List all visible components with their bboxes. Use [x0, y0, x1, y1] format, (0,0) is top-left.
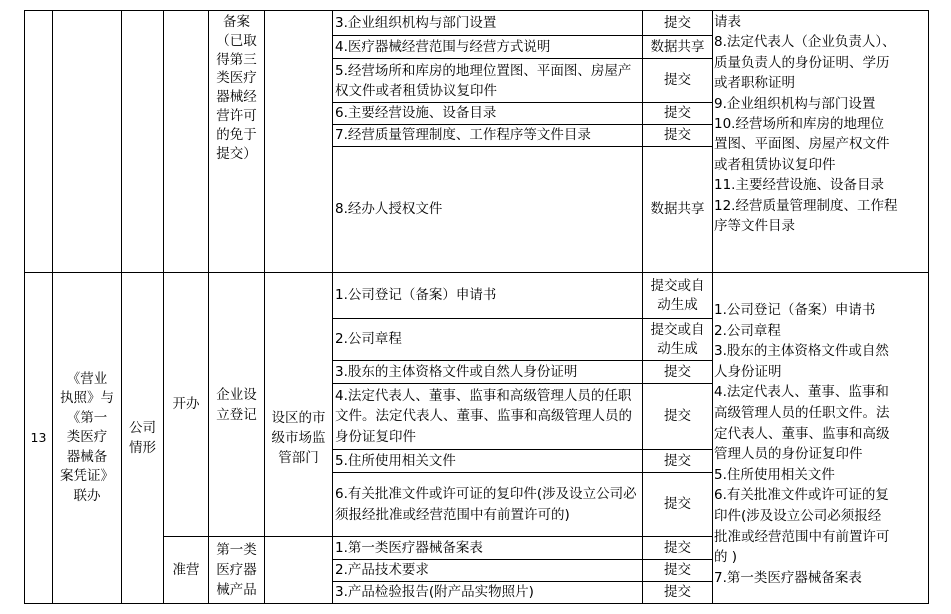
rule: [928, 10, 929, 604]
method-cell: 数据共享: [650, 201, 705, 218]
method-cell: 提交: [664, 105, 691, 122]
method-cell: 数据共享: [650, 38, 705, 55]
authority-cell: 设区的市 级市场监 管部门: [271, 410, 326, 466]
material-cell: 2.产品技术要求: [335, 562, 429, 579]
row-number: 13: [30, 429, 47, 445]
method-cell: 提交: [664, 562, 691, 579]
material-cell: 2.公司章程: [335, 331, 402, 348]
material-cell: 1.公司登记（备案）申请书: [335, 287, 497, 304]
material-cell: 8.经办人授权文件: [335, 201, 443, 218]
method-cell: 提交: [664, 408, 691, 425]
method-cell: 提交: [664, 363, 691, 380]
sub-item-open-cell: 企业设 立登记: [216, 386, 257, 423]
summary-cell: 1.公司登记（备案）申请书 2.公司章程 3.股东的主体资格文件或自然 人身份证明 4.法定代表人、董事、监事和 高级管理人员的任职文件。法 定代表人、董事、监事和高级 管理人员的身份证复印件 5.住所使用相关文件 6.有关批准文件或许可证的复 印件(涉及设立公司必须报经 批准或经营范围中有前置许可 的 ) 7.第一类医疗器械备案表: [714, 302, 890, 586]
material-cell: 3.企业组织机构与部门设置: [335, 14, 497, 31]
summary-cell: 请表 8.法定代表人（企业负责人）、 质量负责人的身份证明、学历 或者职称证明 9.企业组织机构与部门设置 10.经营场所和库房的地理位 置图、平面图、房屋产权文件 或者租赁协议复印件 11.主要经营设施、设备目录 12.经营质量管理制度、工作程 序等文件目录: [714, 14, 898, 235]
method-cell: 提交: [664, 127, 691, 144]
method-cell: 提交: [664, 496, 691, 513]
method-cell: 提交: [664, 452, 691, 469]
material-cell: 4.医疗器械经营范围与经营方式说明: [335, 38, 551, 55]
material-cell: 5.经营场所和库房的地理位置图、平面图、房屋产权文件或者租赁协议复印件: [335, 62, 632, 99]
material-cell: 6.主要经营设施、设备目录: [335, 105, 497, 122]
rule: [24, 603, 928, 604]
method-cell: 提交或自 动生成: [650, 278, 705, 313]
method-cell: 提交: [664, 539, 691, 556]
method-cell: 提交: [664, 72, 691, 89]
item-name-cell: 《营业 执照》与 《第一 类医疗 器械备 案凭证》 联办: [60, 371, 114, 504]
stage-open-cell: 开办: [172, 396, 200, 413]
method-cell: 提交: [664, 584, 691, 601]
procedure-cell: 备案 （已取 得第三 类医疗 器械经 营许可 的免于 提交）: [216, 14, 257, 162]
type-cell: 公司 情形: [129, 420, 156, 456]
material-cell: 3.产品检验报告(附产品实物照片): [335, 584, 534, 601]
material-cell: 1.第一类医疗器械备案表: [335, 539, 483, 556]
material-cell: 4.法定代表人、董事、监事和高级管理人员的任职文件。法定代表人、董事、监事和高级管理人员的身份证复印件: [335, 387, 632, 445]
method-cell: 提交: [664, 14, 691, 31]
material-cell: 6.有关批准文件或许可证的复印件(涉及设立公司必须报经批准或经营范围中有前置许可的): [335, 486, 637, 523]
material-cell: 3.股东的主体资格文件或自然人身份证明: [335, 363, 578, 380]
sub-item-operate-cell: 第一类 医疗器 械产品: [216, 542, 257, 598]
material-cell: 5.住所使用相关文件: [335, 452, 456, 469]
stage-operate-cell: 准营: [172, 561, 200, 578]
method-cell: 提交或自 动生成: [650, 322, 705, 357]
material-cell: 7.经营质量管理制度、工作程序等文件目录: [335, 127, 591, 144]
